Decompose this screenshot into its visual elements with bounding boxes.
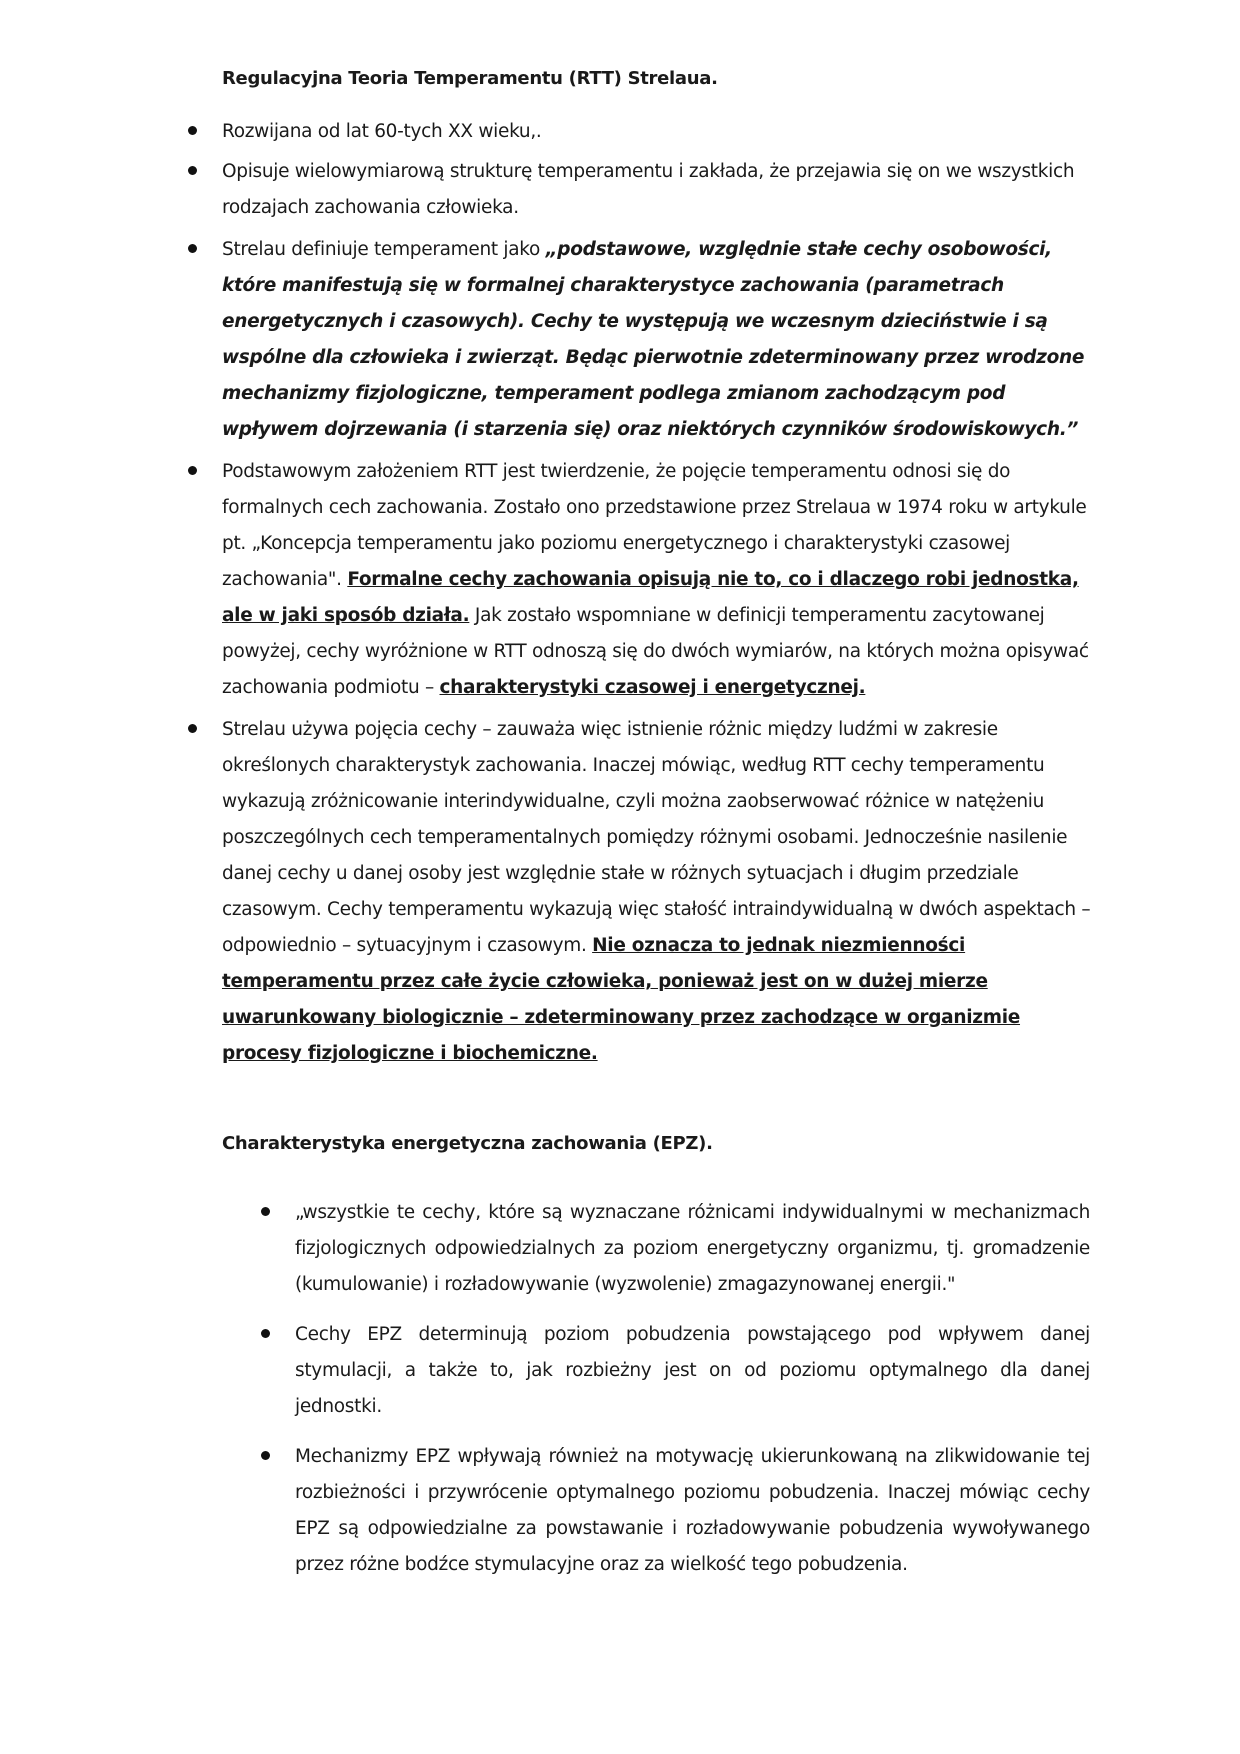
bullet-icon: [261, 1207, 270, 1216]
bullet-icon: [188, 166, 197, 175]
list-item: [295, 1317, 1090, 1425]
list-item-assumption: [222, 454, 1097, 706]
list-item: [295, 1439, 1090, 1583]
emphasis-text: Nie oznacza to jednak niezmienności temperamentu przez całe życie człowieka, ponieważ jest on w dużej mierze uwarunkowany biologicznie – zdeterminowany przez zachodzące w organizmie procesy fizjologiczne i biochemiczne.: [222, 935, 1021, 1064]
item-text: Jak zostało wspomniane w definicji temperamentu zacytowanej powyżej, cechy wyróżnione w RTT odnoszą się do dwóch wymiarów, na których można opisywać zachowania podmiotu –: [222, 605, 1089, 698]
bullet-icon: [188, 466, 197, 475]
bullet-icon: [261, 1451, 270, 1460]
emphasis-text: Formalne cechy zachowania opisują nie to, co i dlaczego robi jednostka, ale w jaki sposób działa.: [222, 569, 1079, 626]
item-text: Rozwijana od lat 60-tych XX wieku,.: [222, 121, 542, 142]
section-heading: Charakterystyka energetyczna zachowania (EPZ).: [222, 1133, 713, 1154]
item-text: Opisuje wielowymiarową strukturę temperamentu i zakłada, że przejawia się on we wszystkich rodzajach zachowania człowieka.: [222, 161, 1075, 218]
item-text: „wszystkie te cechy, które są wyznaczane różnicami indywidualnymi w mechanizmach fizjologicznych odpowiedzialnych za poziom energetyczny organizmu, tj. gromadzenie (kumulowanie) i rozładowywanie (wyzwolenie) zmagazynowanej energii.": [295, 1202, 1090, 1295]
definition-quote: „podstawowe, względnie stałe cechy osobowości, które manifestują się w formalnej charakterystyce zachowania (parametrach energetycznych i czasowych). Cechy te występują we wczesnym dzieciństwie i są wspólne dla człowieka i zwierząt. Będąc pierwotnie zdeterminowany przez wrodzone mechanizmy fizjologiczne, temperament podlega zmianom zachodzącym pod wpływem dojrzewania (i starzenia się) oraz niektórych czynników środowiskowych.”: [222, 239, 1085, 440]
list-item: [222, 154, 1097, 226]
item-text: Podstawowym założeniem RTT jest twierdzenie, że pojęcie temperamentu odnosi się do formalnych cech zachowania. Zostało ono przedstawione przez Strelaua w 1974 roku w artykule pt. „Koncepcja temperamentu jako poziomu energetycznego i charakterystyki czasowej zachowania".: [222, 461, 1087, 590]
item-text: Cechy EPZ determinują poziom pobudzenia powstającego pod wpływem danej stymulacji, a także to, jak rozbieżny jest on od poziomu optymalnego dla danej jednostki.: [295, 1324, 1090, 1417]
main-bullet-list: [222, 114, 1097, 1072]
bullet-icon: [188, 244, 197, 253]
list-item-definition: [222, 232, 1097, 448]
list-item: [222, 114, 1097, 150]
item-text: Strelau definiuje temperament jako: [222, 239, 546, 260]
emphasis-text: charakterystyki czasowej i energetycznej.: [439, 677, 866, 698]
item-text: Mechanizmy EPZ wpływają również na motywację ukierunkowaną na zlikwidowanie tej rozbieżności i przywrócenie optymalnego poziomu pobudzenia. Inaczej mówiąc cechy EPZ są odpowiedzialne za powstawanie i rozładowywanie pobudzenia wywoływanego przez różne bodźce stymulacyjne oraz za wielkość tego pobudzenia.: [295, 1446, 1090, 1575]
bullet-icon: [261, 1329, 270, 1338]
document-title: Regulacyjna Teoria Temperamentu (RTT) Strelaua.: [222, 68, 718, 89]
bullet-icon: [188, 724, 197, 733]
epz-bullet-list: [295, 1195, 1090, 1583]
bullet-icon: [188, 126, 197, 135]
item-text: Strelau używa pojęcia cechy – zauważa więc istnienie różnic między ludźmi w zakresie określonych charakterystyk zachowania. Inaczej mówiąc, według RTT cechy temperamentu wykazują zróżnicowanie interindywidualne, czyli można zaobserwować różnice w natężeniu poszczególnych cech temperamentalnych pomiędzy różnymi osobami. Jednocześnie nasilenie danej cechy u danej osoby jest względnie stałe w różnych sytuacjach i długim przedziale czasowym. Cechy temperamentu wykazują więc stałość intraindywidualną w dwóch aspektach – odpowiednio – sytuacyjnym i czasowym.: [222, 719, 1091, 956]
list-item: [295, 1195, 1090, 1303]
list-item-traits: [222, 712, 1097, 1072]
